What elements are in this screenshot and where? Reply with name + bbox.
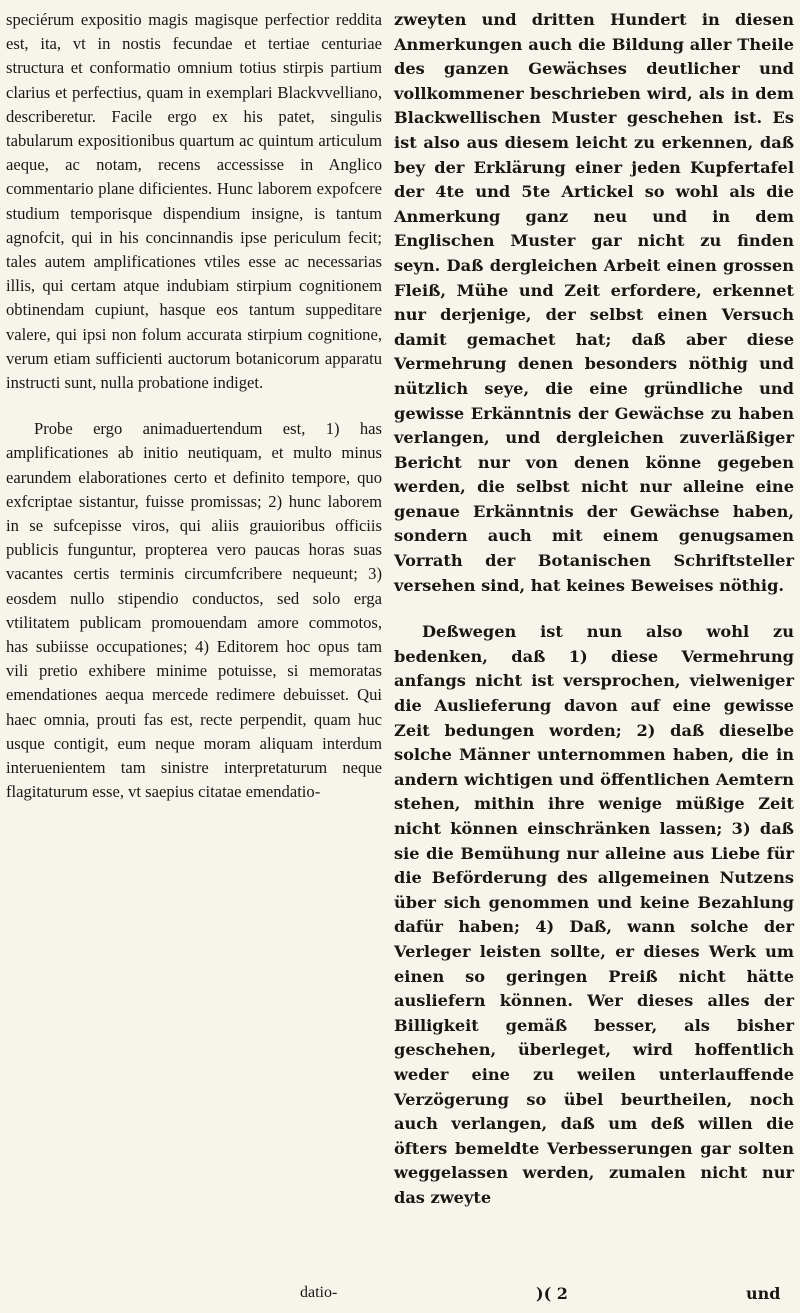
latin-paragraph-1: speciérum expositio magis magisque perfectior reddita est, ita, vt in nostis fecundae et tertiae centuriae structura et conformatio omnium totius stirpis partium clarius et perfectius, quam in exemplari Blackvvelliano, describeretur. Facile ergo ex his patet, singulis tabularum expositionibus quartum ac quintum articulum aeque, ac notam, recens accessisse in Anglico commentario plane dificientes. Hunc laborem expofcere studium temporisque dispendium insigne, is tantum agnofcit, qui in his concinnandis ipse periculum fecit; tales autem amplificationes vtiles esse ac necessarias illis, qui certam atque indubiam stirpium cognitionem obtinendam cupiunt, hasque eos tantum suppeditare valere, qui ipsi non folum accurata stirpium cognitione, verum etiam sufficienti auctorum botanicorum apparatu instructi sunt, nulla probatione indiget. bbox=[6, 10, 382, 393]
german-catchword: und bbox=[746, 1284, 781, 1303]
german-paragraph-1: zweyten und dritten Hundert in diesen Anmerkungen auch die Bildung aller Theile des ganzen Gewächses deutlicher und vollkommener beschrieben wird, als in dem Blackwellischen Muster geschehen ist. Es ist also aus diesem leicht zu erkennen, daß bey der Erklärung einer jeden Kupfertafel der 4te und 5te Artickel so wohl als die Anmerkung ganz neu und in dem Englischen Muster gar nicht zu finden seyn. Daß dergleichen Arbeit einen grossen Fleiß, Mühe und Zeit erfordere, erkennet nur derjenige, der selbst einen Versuch damit gemachet hat; daß aber diese Vermehrung denen besonders nöthig und nützlich seye, die eine gründliche und gewisse Erkänntnis der Gewächse zu haben verlangen, und dergleichen zuverläßiger Bericht nur von denen könne gegeben werden, die selbst nicht nur alleine eine genaue Erkänntnis der Gewächse haben, sondern auch mit einem genugsamen Vorrath der Botanischen Schriftsteller versehen sind, hat keines Beweises nöthig. bbox=[394, 10, 794, 595]
latin-paragraph-2: Probe ergo animaduertendum est, 1) has amplificationes ab initio neutiquam, et multo minus earundem elaborationes certo et definito tempore, quo exfcriptae sistantur, fuisse promissas; 2) hunc laborem in se sufcepisse viros, qui aliis grauioribus officiis publicis funguntur, propterea vero paucas horas suas vacantes certis terminis circumfcribere nequeunt; 3) eosdem nullo stipendio conductos, sed solo erga vtilitatem publicam promouendam amore commotos, has subiisse occupationes; 4) Editorem hoc opus tam vili pretio exhibere minime potuisse, si memoratas emendationes aequa mercede redimere debuisset. Qui haec omnia, prouti fas est, recte perpendit, quam huc usque contigit, eum neque moram aliquam interdum interuenientem tam sinistre interpretaturum neque flagitaturum esse, vt saepius citatae emendatio- bbox=[6, 419, 382, 802]
signature-mark: )( 2 bbox=[536, 1284, 568, 1303]
german-paragraph-2: Deßwegen ist nun also wohl zu bedenken, daß 1) diese Vermehrung anfangs nicht ist versprochen, vielweniger die Auslieferung davon auf eine gewisse Zeit bedungen worden; 2) daß dieselbe solche Männer unternommen haben, die in andern wichtigen und öffentlichen Aemtern stehen, mithin ihre wenige müßige Zeit nicht können einschränken lassen; 3) daß sie die Bemühung nur alleine aus Liebe für die Beförderung des allgemeinen Nutzens über sich genommen und keine Bezahlung dafür haben; 4) Daß, wann solche der Verleger leisten sollte, er dieses Werk um einen so geringen Preiß nicht hätte ausliefern können. Wer dieses alles der Billigkeit gemäß besser, als bisher geschehen, überleget, wird hoffentlich weder eine zu weilen unterlauffende Verzögerung so übel beurtheilen, noch auch verlangen, daß um deß willen die öfters bemeldte Verbesserungen gar solten weggelassen werden, zumalen nicht nur das zweyte bbox=[394, 622, 794, 1207]
latin-catchword: datio- bbox=[300, 1284, 338, 1301]
german-column bbox=[394, 8, 794, 1211]
latin-column bbox=[6, 8, 382, 805]
